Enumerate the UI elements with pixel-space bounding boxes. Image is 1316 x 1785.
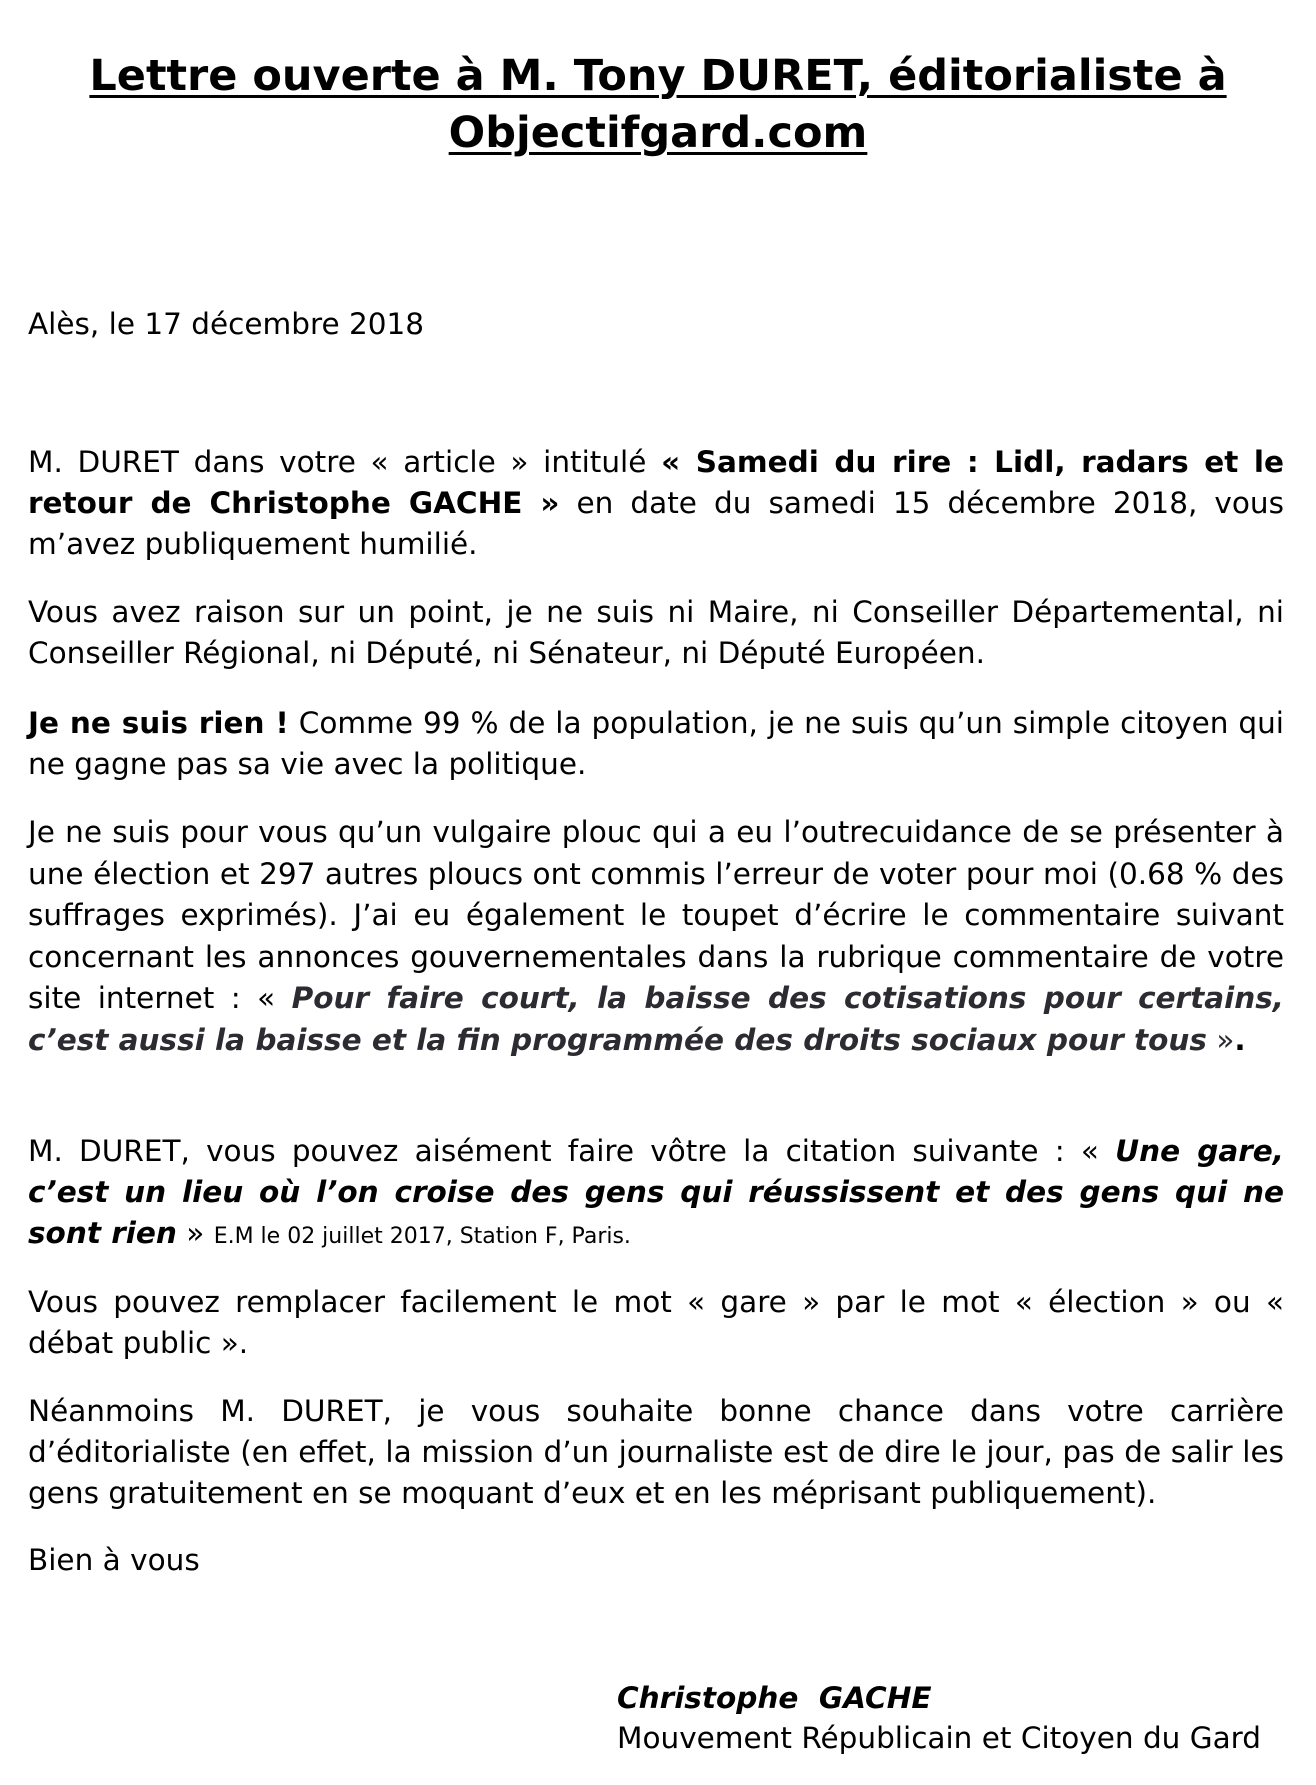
p4-text: Je ne suis pour vous qu’un vulgaire plouc qui a eu l’outrecuidance de se présenter à une élection et 297 autres ploucs ont commis l’erreur de voter pour moi (0.68 % des suffrages exprimés). J’ai eu également le toupet d’écrire le commentaire suivant concernant les annonces gouvernementales dans la rubrique commentaire de votre site internet : «	[28, 815, 1284, 1015]
citation-source: E.M le 02 juillet 2017, Station F, Paris.	[213, 1224, 631, 1249]
paragraph-2: Vous avez raison sur un point, je ne suis ni Maire, ni Conseiller Départemental, ni Conseiller Régional, ni Député, ni Sénateur, ni Député Européen.	[28, 595, 1284, 670]
paragraph-4	[28, 812, 1284, 1061]
p5-text: M. DURET, vous pouvez aisément faire vôtre la citation suivante : «	[28, 1134, 1116, 1168]
letter-date: Alès, le 17 décembre 2018	[28, 307, 425, 341]
signature-organization: Mouvement Républicain et Citoyen du Gard	[617, 1721, 1262, 1755]
p1-text-end: en date du samedi 15 décembre 2018, vous m’avez publiquement humilié.	[28, 486, 1284, 561]
letter-title	[0, 48, 1316, 162]
paragraph-1	[28, 442, 1284, 565]
title-line-2: Objectifgard.com	[448, 108, 868, 158]
p1-text: M. DURET dans votre « article » intitulé	[28, 445, 662, 479]
title-line-1: Lettre ouverte à M. Tony DURET, éditorialiste à	[89, 51, 1227, 101]
paragraph-6: Vous pouvez remplacer facilement le mot « gare » par le mot « élection » ou « débat public ».	[28, 1285, 1284, 1360]
article-title: « Samedi du rire : Lidl, radars et le retour de Christophe GACHE »	[28, 445, 1285, 520]
paragraph-3	[28, 703, 1284, 785]
quote-close: »	[176, 1216, 214, 1250]
quote-close: »	[1206, 1022, 1235, 1057]
signature-name: Christophe GACHE	[617, 1681, 932, 1715]
closing: Bien à vous	[28, 1543, 200, 1577]
emphasis-rien: Je ne suis rien !	[28, 706, 289, 740]
citation-quote: Une gare, c’est un lieu où l’on croise des gens qui réussissent et des gens qui ne sont rien	[28, 1134, 1284, 1250]
comment-quote: Pour faire court, la baisse des cotisations pour certains, c’est aussi la baisse et la fin programmée des droits sociaux pour tous	[28, 981, 1284, 1057]
p3-text: Comme 99 % de la population, je ne suis qu’un simple citoyen qui ne gagne pas sa vie avec la politique.	[28, 706, 1284, 781]
paragraph-5	[28, 1131, 1284, 1257]
period: .	[1234, 1022, 1246, 1057]
paragraph-7: Néanmoins M. DURET, je vous souhaite bonne chance dans votre carrière d’éditorialiste (en effet, la mission d’un journaliste est de dire le jour, pas de salir les gens gratuitement en se moquant d’eux et en les méprisant publiquement).	[28, 1394, 1284, 1510]
